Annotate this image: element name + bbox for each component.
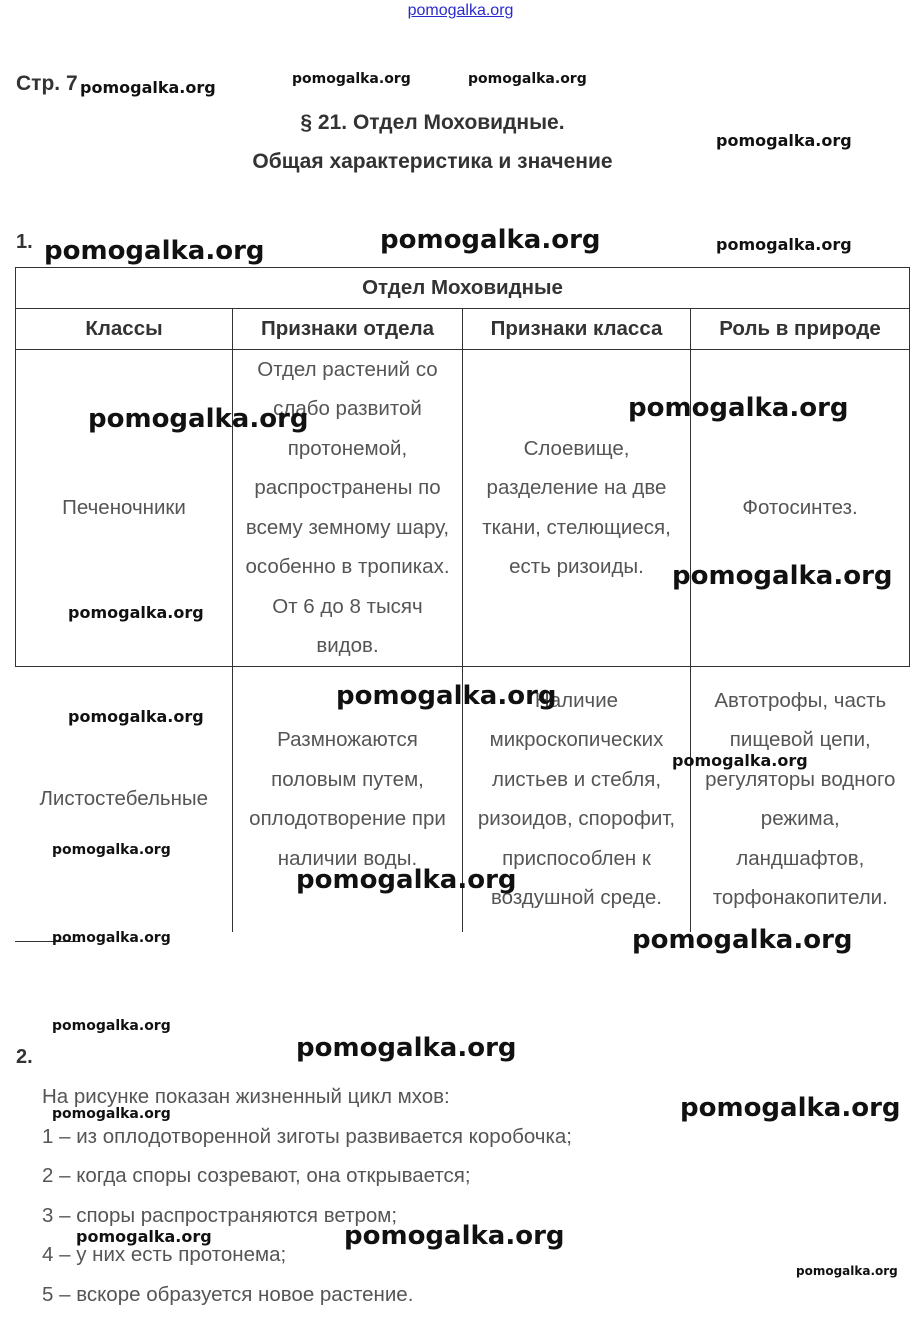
watermark: pomogalka.org [380,225,601,255]
watermark: pomogalka.org [44,236,265,266]
class-name-cell: Печеночники [16,349,233,666]
watermark: pomogalka.org [672,751,808,770]
column-header-role: Роль в природе [691,309,910,350]
task-2-step: 5 – вскоре образуется новое растение. [42,1283,414,1306]
task-2-step: 4 – у них есть протонема; [42,1243,287,1266]
watermark: pomogalka.org [52,1106,171,1122]
class-traits-cell: Слоевище, разделение на две ткани, стелющиеся, есть ризоиды. [463,349,691,666]
watermark: pomogalka.org [632,925,853,955]
watermark: pomogalka.org [68,707,204,726]
task-2-number: 2. [16,1046,33,1068]
watermark: pomogalka.org [672,561,893,591]
division-traits-cell: Размножаются половым путем, оплодотворение при наличии воды. [233,666,463,932]
watermark: pomogalka.org [296,1033,517,1063]
watermark: pomogalka.org [88,404,309,434]
task-2-step: 3 – споры распространяются ветром; [42,1204,398,1227]
watermark: pomogalka.org [80,78,216,97]
watermark: pomogalka.org [716,131,852,150]
role-cell: Автотрофы, часть пищевой цепи, регуляторы водного режима, ландшафтов, торфонакопители. [691,666,910,932]
page-reference: Стр. 7 [16,72,78,95]
watermark: pomogalka.org [468,71,587,87]
table-title: Отдел Моховидные [16,268,910,309]
section-subtitle: Общая характеристика и значение [252,150,613,173]
watermark: pomogalka.org [52,842,171,858]
watermark: pomogalka.org [716,235,852,254]
class-name-cell: Листостебельные [16,666,233,932]
class-traits-cell: Наличие микроскопических листьев и стебля, ризоидов, спорофит, приспособлен к воздушной среде. [463,666,691,932]
column-header-division-traits: Признаки отдела [233,309,463,350]
watermark: pomogalka.org [296,865,517,895]
task-2-step: 2 – когда споры созревают, она открывается; [42,1164,471,1187]
column-header-classes: Классы [16,309,233,350]
task-2-intro: На рисунке показан жизненный цикл мхов: [42,1085,450,1108]
watermark: pomogalka.org [344,1221,565,1251]
moss-division-table [15,267,910,932]
watermark: pomogalka.org [52,930,171,946]
watermark: pomogalka.org [336,681,557,711]
watermark: pomogalka.org [292,71,411,87]
watermark: pomogalka.org [628,393,849,423]
section-title: § 21. Отдел Моховидные. [300,111,565,134]
task-1-number: 1. [16,231,33,253]
watermark: pomogalka.org [796,1264,898,1278]
watermark: pomogalka.org [68,603,204,622]
watermark: pomogalka.org [52,1018,171,1034]
watermark: pomogalka.org [76,1227,212,1246]
site-link[interactable]: pomogalka.org [407,2,514,19]
column-header-class-traits: Признаки класса [463,309,691,350]
watermark: pomogalka.org [680,1093,901,1123]
division-traits-cell: Отдел растений со слабо развитой протонемой, распространены по всему земному шару, особенно в тропиках. От 6 до 8 тысяч видов. [233,349,463,666]
task-2-step: 1 – из оплодотворенной зиготы развивается коробочка; [42,1125,572,1148]
role-cell: Фотосинтез. [691,349,910,666]
